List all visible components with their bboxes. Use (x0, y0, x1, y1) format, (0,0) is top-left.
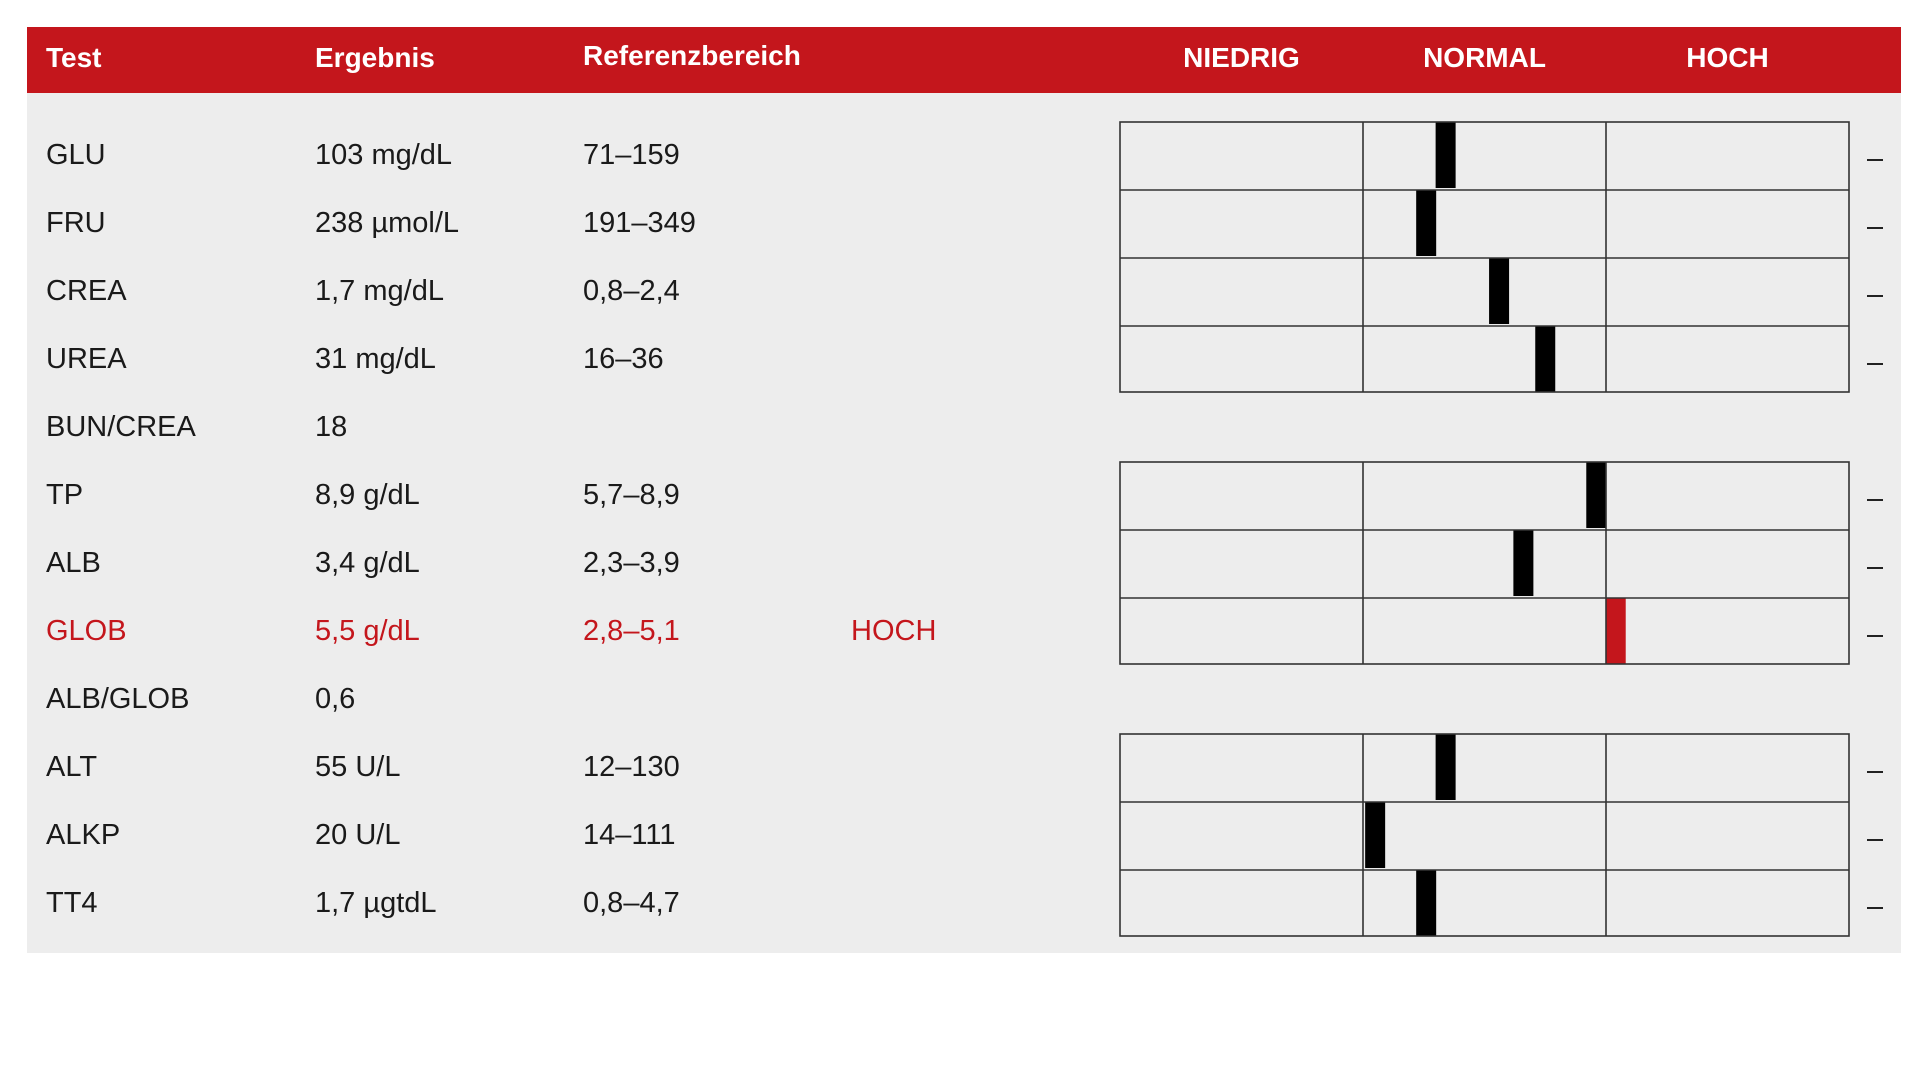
header-level-low: NIEDRIG (1183, 42, 1300, 73)
marker-alb (1513, 530, 1533, 596)
reference-glob: 2,8–5,1 (583, 615, 680, 647)
range-grid-group-0 (1120, 122, 1849, 392)
reference-tt4: 0,8–4,7 (583, 887, 680, 919)
test-name-alb-glob: ALB/GLOB (46, 683, 190, 715)
test-name-urea: UREA (46, 343, 127, 375)
result-crea: 1,7 mg/dL (315, 275, 444, 307)
test-name-tt4: TT4 (46, 887, 98, 919)
reference-urea: 16–36 (583, 343, 664, 375)
marker-alt (1436, 734, 1456, 800)
header-test: Test (46, 42, 102, 73)
marker-fru (1416, 190, 1436, 256)
result-glu: 103 mg/dL (315, 139, 453, 171)
header-level-normal: NORMAL (1423, 42, 1546, 73)
test-name-alb: ALB (46, 547, 101, 579)
result-tt4: 1,7 µgtdL (315, 887, 437, 919)
result-bun-crea: 18 (315, 411, 348, 443)
test-name-bun-crea: BUN/CREA (46, 411, 196, 443)
result-glob: 5,5 g/dL (315, 615, 420, 647)
result-urea: 31 mg/dL (315, 343, 436, 375)
range-grid-group-2 (1120, 734, 1849, 936)
test-name-glob: GLOB (46, 615, 127, 647)
test-name-tp: TP (46, 479, 84, 511)
test-name-glu: GLU (46, 139, 106, 171)
test-name-fru: FRU (46, 207, 106, 239)
reference-alkp: 14–111 (583, 819, 676, 851)
result-alb: 3,4 g/dL (315, 547, 420, 579)
result-alt: 55 U/L (315, 751, 401, 783)
header-result: Ergebnis (315, 42, 435, 73)
test-name-crea: CREA (46, 275, 127, 307)
result-tp: 8,9 g/dL (315, 479, 420, 511)
result-fru: 238 µmol/L (315, 207, 460, 239)
marker-crea (1489, 258, 1509, 324)
result-alkp: 20 U/L (315, 819, 401, 851)
result-alb-glob: 0,6 (315, 683, 356, 715)
flag-glob: HOCH (851, 615, 937, 647)
marker-glu (1436, 122, 1456, 188)
reference-alb: 2,3–3,9 (583, 547, 680, 579)
reference-glu: 71–159 (583, 139, 680, 171)
marker-alkp (1365, 802, 1385, 868)
header-level-high: HOCH (1686, 42, 1769, 73)
test-name-alt: ALT (46, 751, 98, 783)
reference-alt: 12–130 (583, 751, 680, 783)
reference-tp: 5,7–8,9 (583, 479, 680, 511)
reference-fru: 191–349 (583, 207, 696, 239)
reference-crea: 0,8–2,4 (583, 275, 680, 307)
header-reference: Referenzbereich (583, 40, 801, 71)
range-grid-group-1 (1120, 462, 1849, 664)
marker-tp (1586, 462, 1606, 528)
test-name-alkp: ALKP (46, 819, 121, 851)
marker-urea (1535, 326, 1555, 392)
marker-glob (1606, 598, 1626, 664)
marker-tt4 (1416, 870, 1436, 936)
